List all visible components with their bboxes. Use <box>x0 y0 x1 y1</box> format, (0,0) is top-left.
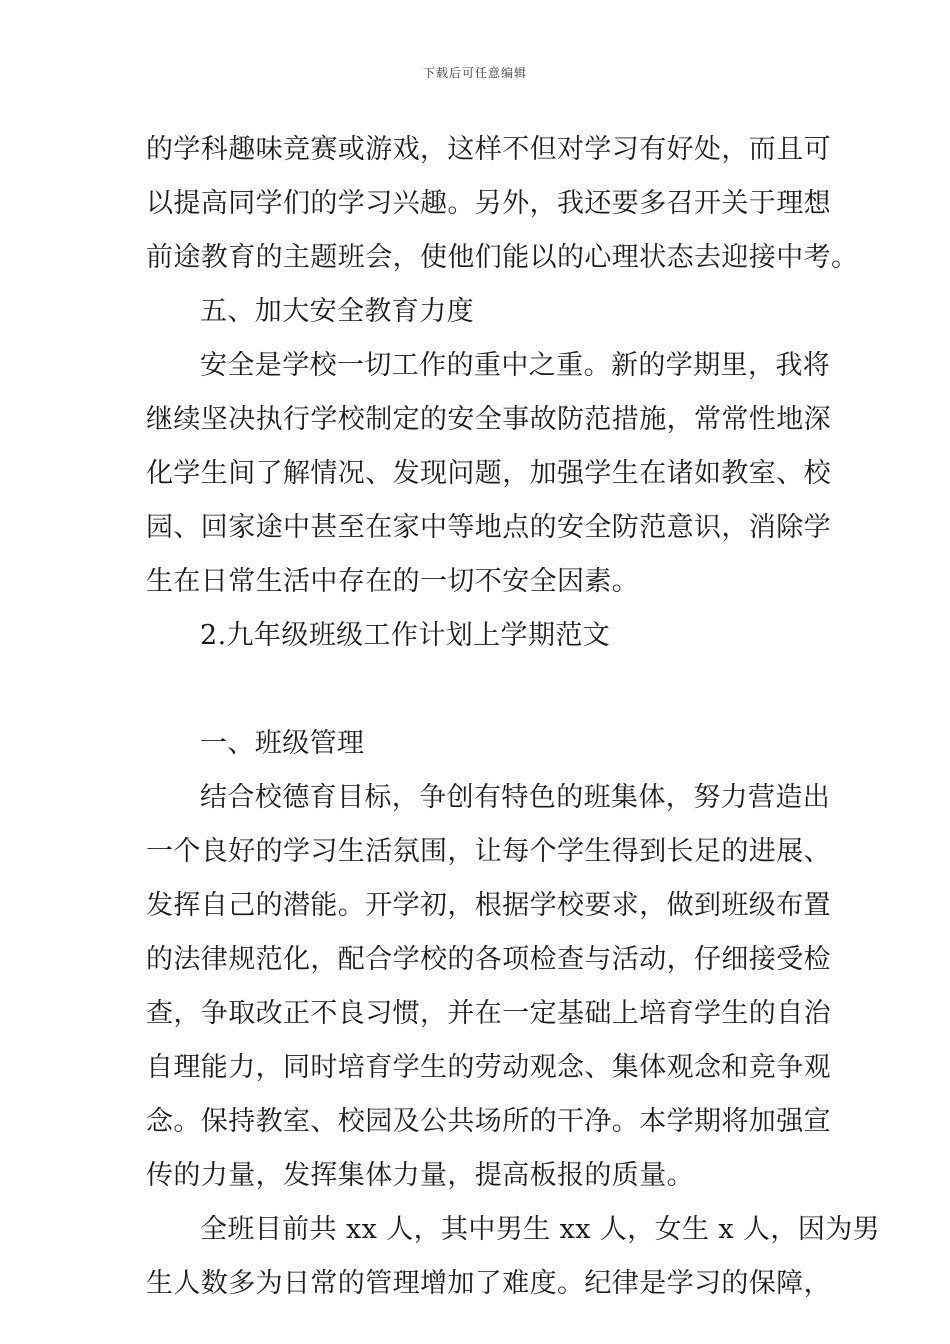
body-line: 念。保持教室、校园及公共场所的干净。本学期将加强宣 <box>146 1106 831 1137</box>
body-line: 园、回家途中甚至在家中等地点的安全防范意识，消除学 <box>146 512 831 543</box>
download-editable-note: 下载后可任意编辑 <box>422 66 527 80</box>
body-line: 的法律规范化，配合学校的各项检查与活动，仔细接受检 <box>146 944 831 975</box>
section-heading-class-management: 一、班级管理 <box>200 728 365 759</box>
article-title: 2.九年级班级工作计划上学期范文 <box>200 620 611 651</box>
section-heading-safety: 五、加大安全教育力度 <box>200 296 474 327</box>
body-line: 传的力量，发挥集体力量，提高板报的质量。 <box>146 1160 694 1191</box>
body-line: 自理能力，同时培育学生的劳动观念、集体观念和竞争观 <box>146 1052 831 1083</box>
body-line: 一个良好的学习生活氛围，让每个学生得到长足的进展、 <box>146 836 831 867</box>
body-line: 查，争取改正不良习惯，并在一定基础上培育学生的自治 <box>146 998 831 1029</box>
body-line: 结合校德育目标，争创有特色的班集体，努力营造出 <box>200 782 831 813</box>
body-line: 安全是学校一切工作的重中之重。新的学期里，我将 <box>200 350 831 381</box>
body-line: 发挥自己的潜能。开学初，根据学校要求，做到班级布置 <box>146 890 831 921</box>
body-line: 化学生间了解情况、发现问题，加强学生在诸如教室、校 <box>146 458 831 489</box>
body-line: 生在日常生活中存在的一切不安全因素。 <box>146 566 640 597</box>
body-line: 继续坚决执行学校制定的安全事故防范措施，常常性地深 <box>146 404 831 435</box>
body-line: 的学科趣味竞赛或游戏，这样不但对学习有好处，而且可 <box>146 134 831 165</box>
document-body <box>146 123 881 1311</box>
body-line: 生人数多为日常的管理增加了难度。纪律是学习的保障， <box>146 1268 831 1299</box>
body-line: 全班目前共 xx 人，其中男生 xx 人，女生 x 人，因为男 <box>200 1214 881 1245</box>
blank-line <box>146 663 806 717</box>
body-line: 前途教育的主题班会，使他们能以的心理状态去迎接中考。 <box>146 242 859 273</box>
body-line: 以提高同学们的学习兴趣。另外，我还要多召开关于理想 <box>146 188 831 219</box>
